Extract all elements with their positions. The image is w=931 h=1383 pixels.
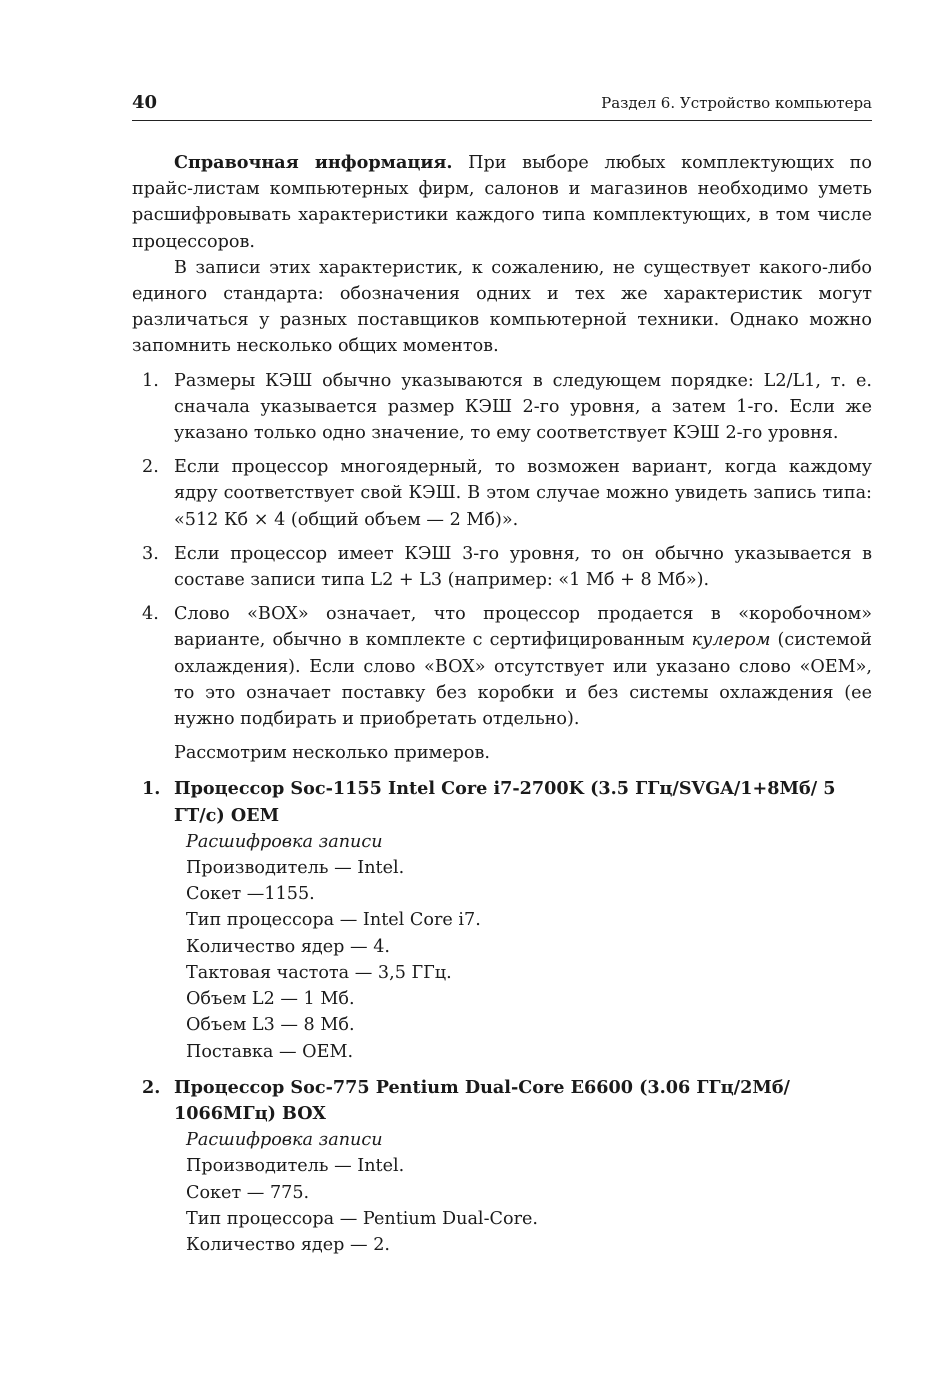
rule-text: Если процессор многоядерный, то возможен вариант, когда каждому ядру соответствует свой КЭШ. В этом случае можно увидеть запись типа: «512 Кб × 4 (общий объем — 2 Мб)». [174, 457, 872, 530]
examples-intro: Рассмотрим несколько примеров. [174, 743, 490, 764]
page-number: 40 [132, 92, 158, 113]
rule-number: 1. [142, 370, 159, 391]
spec-line: Объем L3 — 8 Мб. [186, 1015, 355, 1036]
page-header [132, 90, 872, 121]
running-head: Раздел 6. Устройство компьютера [601, 94, 872, 112]
example-item [132, 1075, 872, 1258]
rule-item [132, 454, 872, 533]
decoding-label: Расшифровка записи [186, 1130, 383, 1151]
example-title: Процессор Soc-775 Pentium Dual-Core E6600 (3.06 ГГц/2Мб/ 1066МГц) BOX [174, 1076, 790, 1124]
spec-line: Объем L2 — 1 Мб. [186, 989, 355, 1010]
example-item [132, 776, 872, 1064]
spec-line: Сокет —1155. [186, 884, 315, 905]
rule-number: 4. [142, 604, 159, 625]
spec-line: Количество ядер — 4. [186, 936, 391, 957]
rule-number: 2. [142, 457, 159, 478]
rule-item [132, 368, 872, 447]
standards-paragraph: В записи этих характеристик, к сожалению, не существует какого-либо единого стандарта: обозначения одних и тех же характеристик могут различаться у разных поставщиков компьютерной техники. Однако можно запомнить несколько общих моментов. [132, 257, 872, 357]
intro-lead: Справочная информация. [174, 152, 453, 173]
rule-text: Размеры КЭШ обычно указываются в следующем порядке: L2/L1, т. е. сначала указывается размер КЭШ 2-го уровня, а затем 1-го. Если же указано только одно значение, то ему соответствует КЭШ 2-го уровня. [174, 370, 872, 444]
rule-text-end: (системой охлаждения). Если слово «BOX» отсутствует или указано слово «OEM», то это означает поставку без коробки и без системы охлаждения (ее нужно подбирать и приобретать отдельно). [174, 630, 872, 730]
rule-item [132, 541, 872, 593]
intro-paragraph [132, 150, 872, 255]
decoding-label: Расшифровка записи [186, 831, 383, 852]
spec-line: Тип процессора — Pentium Dual-Core. [186, 1208, 538, 1229]
rule-item [132, 601, 872, 732]
spec-line: Тип процессора — Intel Core i7. [186, 910, 481, 931]
example-number: 1. [142, 778, 161, 800]
rule-text: Если процессор имеет КЭШ 3-го уровня, то он обычно указывается в составе записи типа L2 + L3 (например: «1 Мб + 8 Мб»). [174, 543, 872, 591]
spec-line: Производитель — Intel. [186, 858, 405, 879]
spec-line: Количество ядер — 2. [186, 1234, 391, 1255]
spec-line: Поставка — OEM. [186, 1041, 354, 1062]
rule-number: 3. [142, 543, 159, 564]
spec-line: Тактовая частота — 3,5 ГГц. [186, 962, 452, 983]
spec-line: Сокет — 775. [186, 1182, 310, 1203]
page-body [132, 150, 872, 1258]
example-title: Процессор Soc-1155 Intel Core i7-2700K (3.5 ГГц/SVGA/1+8Мб/ 5 ГТ/с) OEM [174, 778, 836, 826]
rule-text-italic: кулером [691, 630, 771, 651]
example-number: 2. [142, 1076, 161, 1098]
spec-line: Производитель — Intel. [186, 1156, 405, 1177]
rule-text-start: Слово «BOX» означает, что процессор продается в «коробочном» варианте, обычно в комплекте с сертифицированным [174, 604, 872, 651]
intro-text: При выборе любых комплектующих по прайс-листам компьютерных фирм, салонов и магазинов необходимо уметь расшифровывать характеристики каждого типа комплектующих, в том числе процессоров. [132, 153, 872, 252]
